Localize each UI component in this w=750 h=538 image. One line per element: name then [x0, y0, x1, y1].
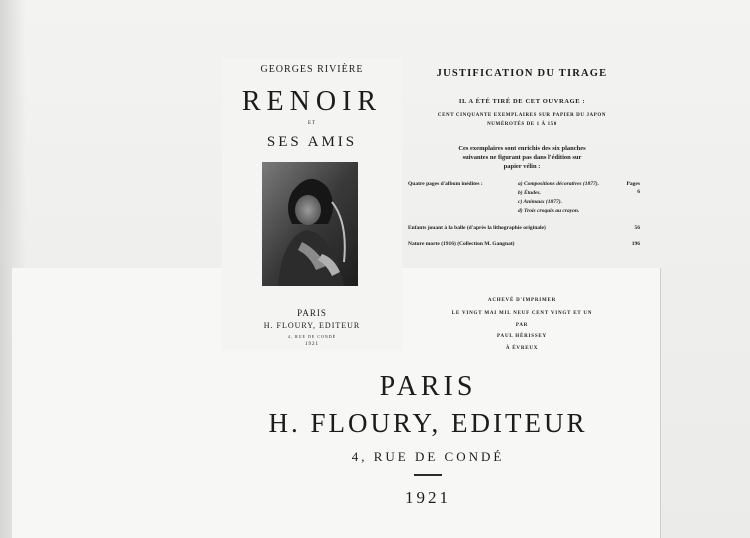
plate-item: b) Études.	[518, 190, 541, 196]
imprint-year: 1921	[405, 488, 451, 507]
justification-line: CENT CINQUANTE EXEMPLAIRES SUR PAPIER DU JAPON	[437, 113, 607, 118]
enriched-line: papier vélin :	[503, 163, 541, 170]
colophon-line: ACHEVÉ D'IMPRIMER	[487, 298, 557, 303]
cover-city: PARIS	[297, 308, 327, 318]
plate-extra	[408, 240, 640, 249]
plates-first-page: 6	[637, 189, 640, 195]
plates-intro: Quatre pages d'album inédites :	[408, 181, 483, 187]
enriched-line: suivantes ne figurant pas dans l'édition sur	[462, 154, 582, 161]
plate-extra-page: 56	[634, 225, 640, 231]
cover-reproduction	[222, 58, 402, 350]
justification-line: NUMÉROTÉS DE 1 À 150	[487, 122, 557, 127]
colophon-line: LE VINGT MAI MIL NEUF CENT VINGT ET UN	[451, 311, 593, 316]
plate-item: a) Compositions décoratives (1877).	[518, 181, 599, 187]
justification-line: IL A ÉTÉ TIRÉ DE CET OUVRAGE :	[458, 98, 586, 105]
cover-author: GEORGES RIVIÈRE	[260, 64, 364, 75]
enriched-line: Ces exemplaires sont enrichis des six planches	[458, 145, 586, 152]
cover-publisher: H. FLOURY, EDITEUR	[263, 321, 361, 330]
plate-extra-title: Nature morte (1916) (Collection M. Gangnat)	[408, 241, 515, 247]
colophon-line: PAR	[515, 323, 529, 328]
plates-page-label: Pages	[626, 181, 640, 187]
imprint-publisher: H. FLOURY, EDITEUR	[268, 408, 588, 438]
plate-item: d) Trois croquis au crayon.	[518, 208, 580, 214]
plate-extra-title: Enfants jouant à la balle (d'après la lithographie originale)	[408, 225, 546, 231]
cover-title: RENOIR	[241, 86, 383, 117]
justification-block	[404, 62, 640, 362]
plate-item: c) Animaux (1877).	[518, 199, 562, 205]
cover-subtitle: SES AMIS	[266, 134, 358, 150]
plate-extra	[408, 224, 640, 233]
cover-et: ET	[307, 121, 317, 126]
colophon-line: PAUL HÉRISSEY	[497, 334, 547, 339]
colophon-line: À ÉVREUX	[505, 346, 539, 351]
imprint-divider	[414, 474, 442, 476]
imprint-address: 4, RUE DE CONDÉ	[351, 449, 505, 464]
cover-address: 4, RUE DE CONDÉ	[287, 334, 337, 339]
imprint-city: PARIS	[379, 371, 477, 402]
justification-heading: JUSTIFICATION DU TIRAGE	[436, 68, 608, 79]
cover-year: 1921	[305, 342, 319, 347]
cover-portrait-image	[262, 162, 358, 286]
plate-extra-page: 196	[631, 241, 640, 247]
